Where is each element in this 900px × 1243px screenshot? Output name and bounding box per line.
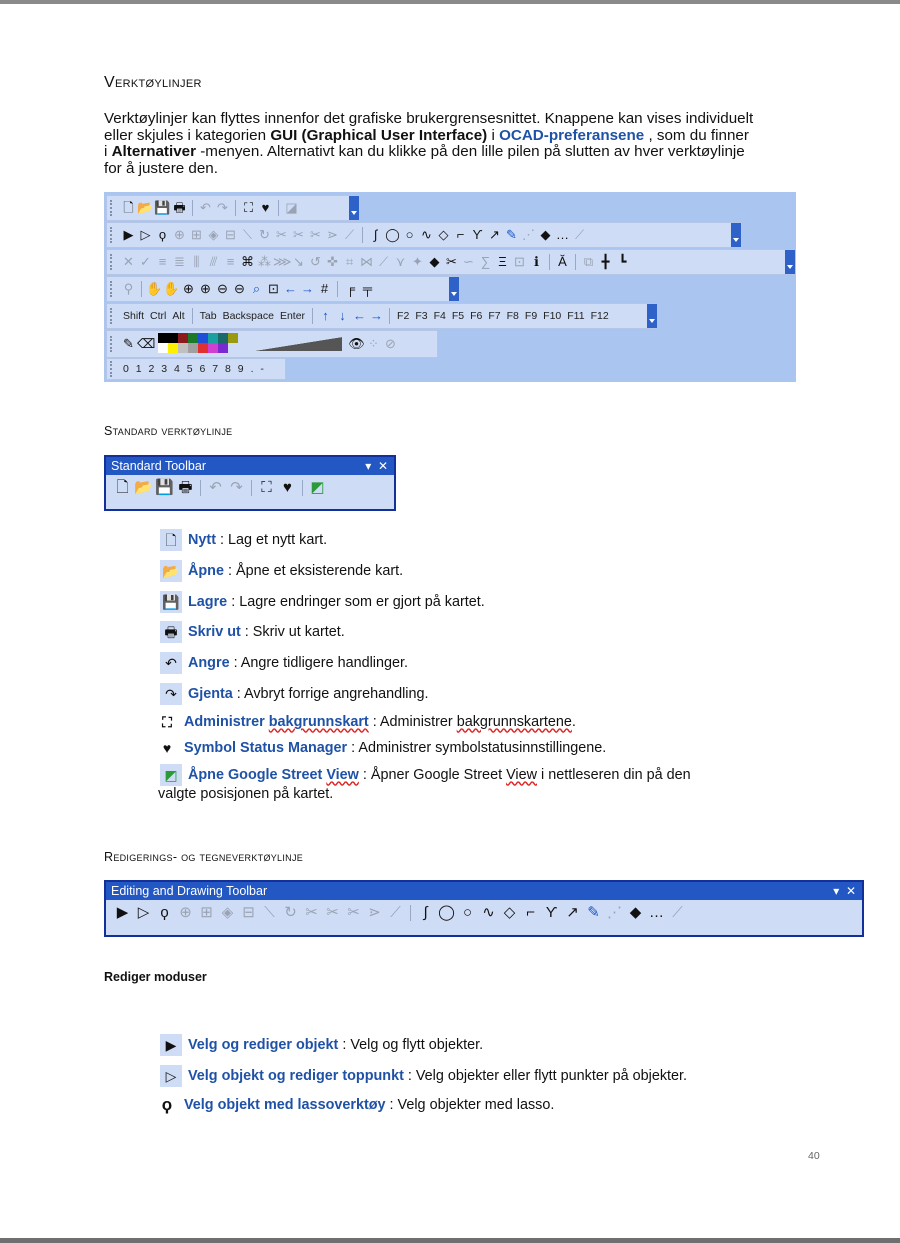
find-icon[interactable]: ⚲ [123, 281, 134, 296]
list-item: ↶ Angre : Angre tidligere handlinger. [160, 652, 408, 674]
street-view-icon: ◩ [160, 764, 182, 786]
corner-icon[interactable]: ┗ [618, 254, 627, 269]
key-tab[interactable]: Tab [199, 310, 217, 322]
symbol-status-icon[interactable]: ♥ [261, 200, 270, 215]
draw-line-icon[interactable]: ↗ [566, 904, 579, 921]
color-toolbar-row [106, 330, 438, 358]
standard-toolbar-row [106, 195, 360, 221]
numpad-keys[interactable]: 0 1 2 3 4 5 6 7 8 9 . - [123, 363, 266, 375]
key-f9[interactable]: F9 [524, 310, 538, 322]
straight-icon[interactable]: ⟍ [264, 904, 275, 921]
key-enter[interactable]: Enter [279, 310, 306, 322]
circle-icon[interactable]: ○ [405, 227, 414, 242]
freehand-icon[interactable]: ∿ [421, 227, 432, 242]
open-icon[interactable]: 📂 [137, 200, 154, 215]
undo-icon[interactable]: ↶ [200, 200, 211, 215]
line-width-selector[interactable] [254, 337, 342, 351]
section-heading-toolbars: Verktøylinjer [104, 74, 202, 91]
measure-icon[interactable]: ⟋ [574, 227, 585, 242]
window-title-bar [106, 457, 394, 475]
key-f5[interactable]: F5 [451, 310, 465, 322]
list-item: ▷ Velg objekt og rediger toppunkt : Velg objekter eller flytt punkter på objekter. [160, 1065, 687, 1087]
background-map-icon[interactable]: ⛶ [243, 200, 254, 215]
toolbar-options-arrow[interactable] [647, 304, 657, 328]
intro-line-1: Verktøylinjer kan flyttes innenfor det grafiske brukergrensesnittet. Knappene kan vises individuelt [104, 110, 754, 127]
straight-icon[interactable]: ⟍ [242, 227, 253, 242]
redo-icon: ↷ [160, 683, 182, 705]
duplicate-icon[interactable]: ⧉ [583, 254, 594, 269]
window-close-button[interactable]: ✕ [377, 459, 388, 473]
save-icon[interactable]: 💾 [154, 200, 171, 215]
open-icon[interactable]: 📂 [134, 479, 153, 496]
select-edit-vertex-icon[interactable]: ▷ [137, 904, 150, 921]
merge-icon[interactable]: ⋙ [273, 254, 292, 269]
color-palette[interactable] [158, 333, 244, 355]
symbol-status-icon: ♥ [162, 740, 172, 756]
rectangle-icon[interactable]: ◇ [503, 904, 516, 921]
fill-icon[interactable]: ◆ [540, 227, 551, 242]
numpad-toolbar-row [106, 358, 286, 380]
pencil-icon[interactable]: ✎ [123, 336, 134, 351]
grid-toggle-icon[interactable]: # [320, 281, 329, 296]
zoom-region-icon[interactable]: ⊕ [200, 281, 211, 296]
keyboard-toolbar-row [106, 303, 658, 329]
reverse-icon[interactable]: ↺ [310, 254, 321, 269]
section-heading-standard: Standard verktøylinje [104, 424, 233, 438]
snap-icon[interactable]: ✦ [412, 254, 423, 269]
cut-icon[interactable]: ✂ [276, 227, 287, 242]
sum-icon[interactable]: ∑ [480, 254, 491, 269]
standard-toolbar-window [104, 455, 396, 511]
arrow-down-icon[interactable]: ↓ [339, 308, 346, 323]
intro-paragraph [104, 111, 804, 177]
street-view-icon[interactable]: ◩ [310, 479, 325, 496]
new-icon[interactable]: 🗋 [116, 479, 129, 496]
window-title-bar [106, 882, 862, 900]
add-corner-icon[interactable]: ⊞ [191, 227, 202, 242]
join-icon[interactable]: ↘ [293, 254, 304, 269]
window-close-button[interactable]: ✕ [845, 884, 856, 898]
frame-icon[interactable]: ⊡ [514, 254, 525, 269]
select-edit-object-icon[interactable]: ▶ [116, 904, 129, 921]
intro-line-3: i Alternativer -menyen. Alternativt kan du klikke på den lille pilen på slutten av hver verktøylinje [104, 143, 745, 161]
advanced-toolbar-row [106, 249, 796, 275]
key-f8[interactable]: F8 [506, 310, 519, 322]
editing-toolbar-row [106, 222, 742, 248]
cut-hole-icon[interactable]: ✂ [293, 227, 304, 242]
street-view-icon[interactable]: ◪ [285, 200, 298, 215]
print-icon[interactable]: 🖶 [178, 479, 193, 496]
add-dash-icon[interactable]: ◈ [221, 904, 234, 921]
ellipse-icon[interactable]: ◯ [385, 227, 400, 242]
cut-area-icon[interactable]: ✂ [347, 904, 360, 921]
page-bottom-border [0, 1238, 900, 1243]
straight-line-icon[interactable]: ⌐ [456, 227, 465, 242]
key-ctrl[interactable]: Ctrl [150, 310, 167, 322]
layout-2-icon[interactable]: ╤ [362, 281, 373, 296]
stretch-icon[interactable]: ⋗ [327, 227, 338, 242]
pattern-icon[interactable]: ⁂ [258, 254, 271, 269]
select-edit-vertex-icon: ▷ [160, 1065, 182, 1087]
rotate-icon[interactable]: ↻ [284, 904, 297, 921]
lasso-icon: ϙ [161, 1095, 173, 1114]
fill-icon[interactable]: ◆ [629, 904, 642, 921]
page-top-border [0, 0, 900, 4]
intersect-icon[interactable]: ⋈ [360, 254, 373, 269]
key-f12[interactable]: F12 [590, 310, 609, 322]
curve-icon[interactable]: ∫ [373, 227, 378, 242]
cross-icon[interactable]: ✜ [327, 254, 338, 269]
redo-icon[interactable]: ↷ [230, 479, 243, 496]
zoom-prev-icon[interactable]: ⊖ [234, 281, 245, 296]
view-toolbar-row [106, 276, 460, 302]
distribute-icon[interactable]: ⫼ [193, 254, 200, 269]
key-f7[interactable]: F7 [488, 310, 501, 322]
print-icon: 🖶 [160, 621, 182, 643]
add-dash-icon[interactable]: ◈ [208, 227, 219, 242]
straight-line-icon[interactable]: ⌐ [526, 904, 535, 921]
page-number: 40 [808, 1150, 820, 1162]
list-item: ♥ Symbol Status Manager : Administrer symbolstatusinnstillingene. [156, 737, 606, 759]
remove-vertex-icon[interactable]: ⊟ [242, 904, 255, 921]
dashed-line-icon[interactable]: ⋰ [607, 904, 622, 921]
select-edit-vertex-icon[interactable]: ▷ [140, 227, 151, 242]
shape-icon[interactable]: ✂ [446, 254, 457, 269]
hatch-icon[interactable]: ⋎ [395, 254, 406, 269]
arrow-left-icon[interactable]: ← [353, 308, 367, 323]
select-edit-object-icon[interactable]: ▶ [123, 227, 134, 242]
cut-area-icon[interactable]: ✂ [310, 227, 321, 242]
pan-icon[interactable]: ✋ [146, 281, 163, 296]
check-icon[interactable]: ✓ [140, 254, 151, 269]
select-edit-object-icon: ▶ [160, 1034, 182, 1056]
add-corner-icon[interactable]: ⊞ [200, 904, 213, 921]
lasso-icon[interactable]: ϙ [160, 904, 169, 921]
toolbar-options-arrow[interactable] [785, 250, 795, 274]
forward-icon[interactable]: → [301, 281, 314, 296]
editing-toolbar-window [104, 880, 864, 937]
cross-pt-icon[interactable]: ╋ [601, 254, 610, 269]
new-icon[interactable]: 🗋 [123, 200, 134, 215]
arrow-up-icon[interactable]: ↑ [322, 308, 329, 323]
pen-icon[interactable]: ✎ [506, 227, 517, 242]
text-align-icon[interactable]: Ξ [498, 254, 507, 269]
key-shift[interactable]: Shift [123, 310, 145, 322]
add-vertex-icon[interactable]: ⊕ [174, 227, 185, 242]
key-f11[interactable]: F11 [567, 310, 585, 322]
align-center-icon[interactable]: ≣ [174, 254, 185, 269]
smooth-icon[interactable]: ⟋ [344, 227, 355, 242]
key-f4[interactable]: F4 [433, 310, 446, 322]
remove-vertex-icon[interactable]: ⊟ [225, 227, 236, 242]
toolbar-options-arrow[interactable] [449, 277, 459, 301]
paint-icon[interactable]: ◆ [429, 254, 440, 269]
pen-icon[interactable]: ✎ [587, 904, 600, 921]
freehand-icon[interactable]: ∿ [482, 904, 495, 921]
numeric-icon[interactable]: ϒ [472, 227, 483, 242]
list-item: 📂 Åpne : Åpne et eksisterende kart. [160, 560, 403, 582]
save-icon[interactable]: 💾 [155, 479, 174, 496]
window-title: Editing and Drawing Toolbar [111, 884, 268, 898]
background-map-icon[interactable]: ⛶ [261, 479, 272, 496]
split-icon[interactable]: ⟋ [378, 254, 389, 269]
zoom-out-icon[interactable]: ⊖ [217, 281, 228, 296]
intro-line-4: for å justere den. [104, 159, 218, 177]
list-item: ↷ Gjenta : Avbryt forrige angrehandling. [160, 683, 429, 705]
delete-icon[interactable]: ✕ [123, 254, 134, 269]
pan-region-icon[interactable]: ✋ [163, 281, 180, 296]
smooth-icon[interactable]: ⟋ [390, 904, 401, 921]
lasso-icon[interactable]: ϙ [158, 227, 167, 242]
zoom-in-icon[interactable]: ⊕ [183, 281, 194, 296]
curve-icon[interactable]: ∫ [423, 904, 428, 921]
window-title: Standard Toolbar [111, 459, 206, 473]
new-icon: 🗋 [160, 529, 182, 551]
section-heading-editing: Redigerings- og tegneverktøylinje [104, 850, 304, 864]
zoom-all-icon[interactable]: ⊡ [268, 281, 279, 296]
list-item: ▶ Velg og rediger objekt : Velg og flytt objekter. [160, 1034, 483, 1056]
grid-icon[interactable]: ⌗ [345, 254, 354, 269]
circle-icon[interactable]: ○ [462, 904, 473, 921]
list-item: ϙ Velg objekt med lassoverktøy : Velg objekter med lasso. [156, 1094, 554, 1116]
list-item: 🗋 Nytt : Lag et nytt kart. [160, 529, 327, 551]
dashed-line-icon[interactable]: ⋰ [522, 227, 535, 242]
key-alt[interactable]: Alt [172, 310, 185, 322]
key-f3[interactable]: F3 [415, 310, 428, 322]
list-item: ◩ Åpne Google Street View : Åpner Google Street View i nettleseren din på den valgte posisjonen på kartet. [160, 764, 780, 802]
cut-hole-icon[interactable]: ✂ [326, 904, 339, 921]
undo-icon: ↶ [160, 652, 182, 674]
print-icon[interactable]: 🖶 [173, 200, 186, 215]
back-icon[interactable]: ← [284, 281, 297, 296]
window-menu-button[interactable]: ▾ [365, 459, 372, 473]
standard-toolbar-body [106, 475, 394, 501]
save-icon: 💾 [160, 591, 182, 613]
ellipse-icon[interactable]: ◯ [438, 904, 455, 921]
intro-line-2: eller skjules i kategorien GUI (Graphical User Interface) i OCAD-preferansene , som du finner [104, 126, 749, 144]
list-item: 🖶 Skriv ut : Skriv ut kartet. [160, 621, 345, 643]
add-vertex-icon[interactable]: ⊕ [179, 904, 192, 921]
subheading-edit-modes: Rediger moduser [104, 970, 207, 984]
key-f10[interactable]: F10 [543, 310, 562, 322]
measure-icon[interactable]: ⟋ [672, 904, 683, 921]
arrow-right-icon[interactable]: → [370, 308, 384, 323]
key-f2[interactable]: F2 [397, 310, 410, 322]
toolbars-overview-image [104, 192, 796, 382]
dots-icon[interactable]: ⁘ [368, 336, 379, 351]
toolbar-options-arrow[interactable] [731, 223, 741, 247]
wave-icon[interactable]: ∽ [463, 254, 474, 269]
cut-icon[interactable]: ✂ [305, 904, 318, 921]
list-item: 💾 Lagre : Lagre endringer som er gjort på kartet. [160, 591, 485, 613]
numeric-icon[interactable]: ϒ [545, 904, 558, 921]
rectangle-icon[interactable]: ◇ [438, 227, 449, 242]
stretch-icon[interactable]: ⋗ [368, 904, 381, 921]
eraser-icon[interactable]: ⌫ [137, 336, 156, 351]
editing-toolbar-body [106, 900, 862, 926]
window-menu-button[interactable]: ▾ [833, 884, 840, 898]
layout-icon[interactable]: ╒ [345, 281, 356, 296]
distribute-v-icon[interactable]: ⫻ [209, 254, 218, 269]
convert-icon[interactable]: ⌘ [241, 254, 254, 269]
more-icon[interactable]: … [556, 227, 569, 242]
rotate-icon[interactable]: ↻ [259, 227, 270, 242]
list-item: ⛶ Administrer bakgrunnskart : Administrer bakgrunnskartene. [156, 711, 576, 733]
more-icon[interactable]: … [649, 904, 664, 921]
open-icon: 📂 [160, 560, 182, 582]
key-f6[interactable]: F6 [470, 310, 483, 322]
draw-line-icon[interactable]: ↗ [489, 227, 500, 242]
zoom-sel-icon[interactable]: ⌕ [252, 281, 261, 296]
hidden-icon[interactable]: ⊘ [385, 336, 396, 351]
undo-icon[interactable]: ↶ [209, 479, 222, 496]
text-path-icon[interactable]: Ᾰ [558, 254, 567, 269]
redo-icon[interactable]: ↷ [217, 200, 228, 215]
align-right-icon[interactable]: ≡ [226, 254, 235, 269]
toolbar-options-arrow[interactable] [349, 196, 359, 220]
symbol-status-icon[interactable]: ♥ [283, 479, 292, 496]
background-map-icon: ⛶ [162, 714, 172, 730]
key-backspace[interactable]: Backspace [222, 310, 274, 322]
align-left-icon[interactable]: ≡ [158, 254, 167, 269]
eye-icon[interactable]: 👁 [348, 336, 365, 351]
info-icon[interactable]: ℹ [534, 254, 539, 269]
